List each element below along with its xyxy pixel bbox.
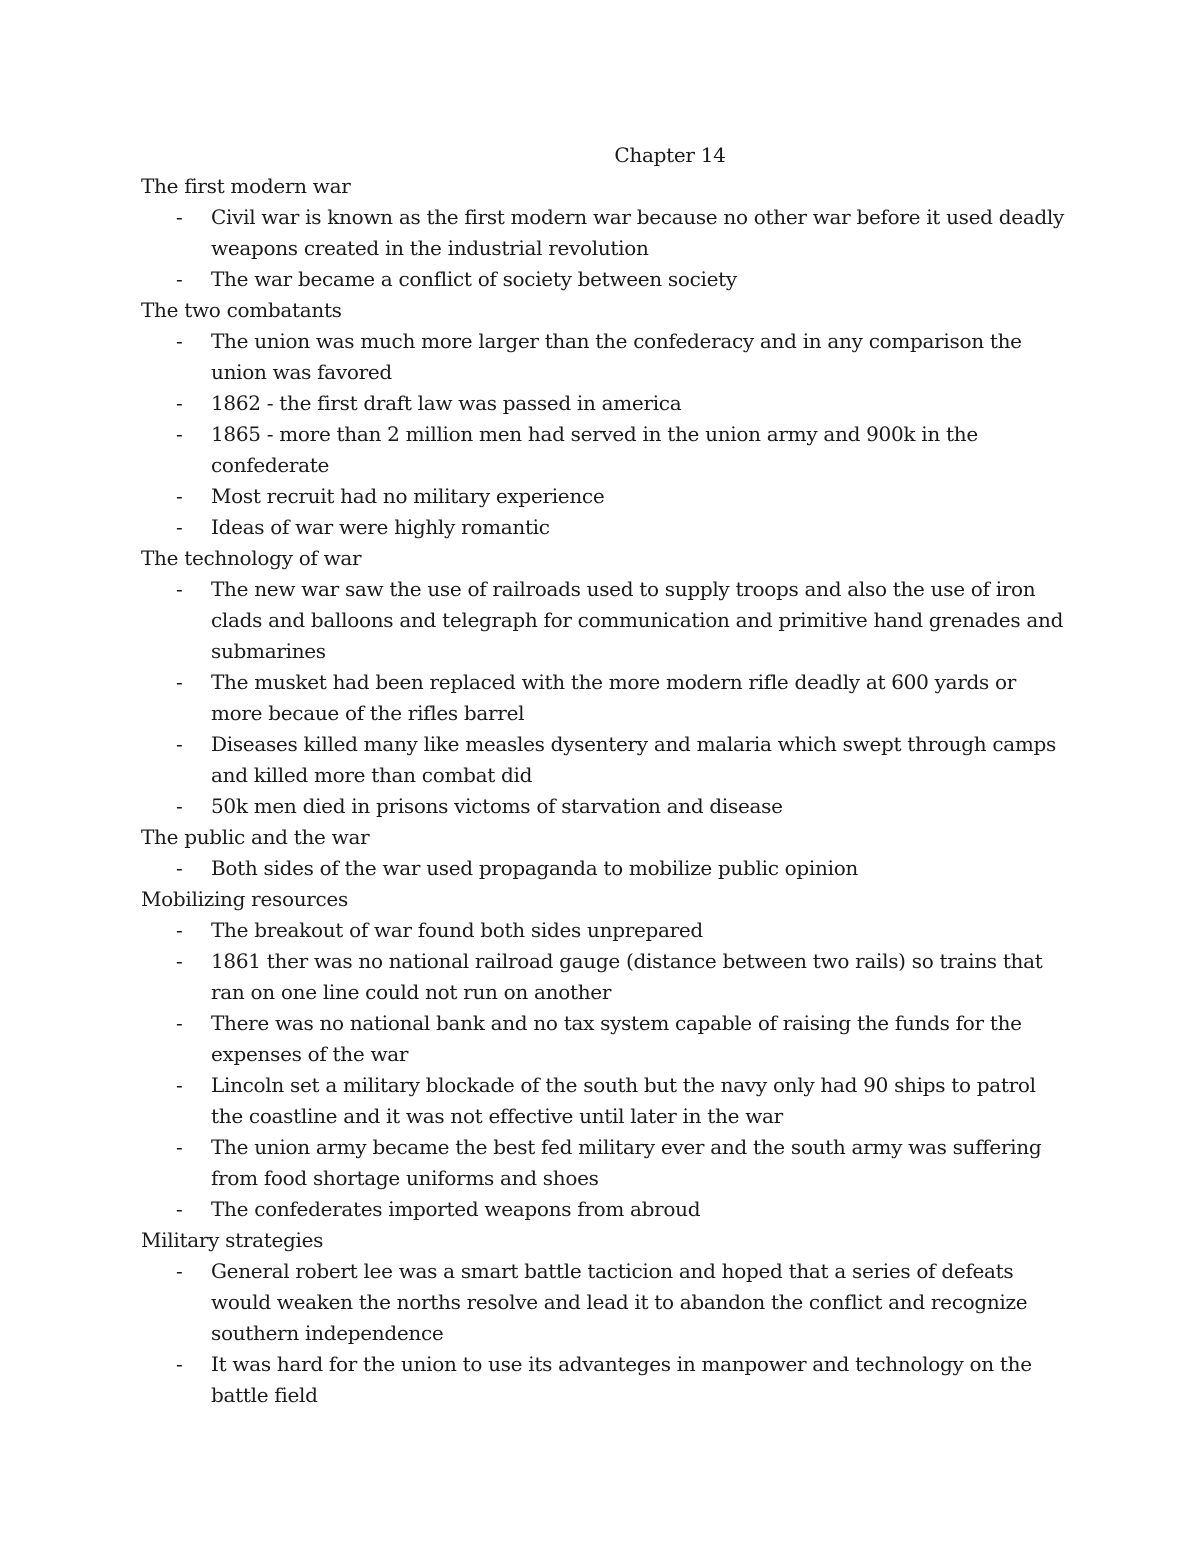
section-heading: The two combatants <box>141 298 342 322</box>
bullet-text: 50k men died in prisons victoms of starvation and disease <box>211 794 783 818</box>
bullet-text: 1865 - more than 2 million men had served in the union army and 900k in the confederate <box>211 422 978 477</box>
bullet-dash: - <box>176 1073 183 1097</box>
bullet-dash: - <box>176 205 183 229</box>
section <box>141 543 1071 822</box>
bullet-dash: - <box>176 1259 183 1283</box>
bullet-text: Ideas of war were highly romantic <box>211 515 550 539</box>
document-body <box>141 171 1071 1411</box>
bullet-item <box>141 1194 1071 1225</box>
bullet-item <box>141 574 1071 667</box>
bullet-item <box>141 326 1071 388</box>
section <box>141 1225 1071 1411</box>
bullet-dash: - <box>176 391 183 415</box>
bullet-item <box>141 419 1071 481</box>
bullet-item <box>141 915 1071 946</box>
bullet-item <box>141 1349 1071 1411</box>
section-heading: The first modern war <box>141 174 351 198</box>
bullet-text: 1861 ther was no national railroad gauge (distance between two rails) so trains that ran on one line could not run on another <box>211 949 1043 1004</box>
bullet-text: The confederates imported weapons from abroud <box>211 1197 701 1221</box>
bullet-text: The new war saw the use of railroads used to supply troops and also the use of iron clads and balloons and telegraph for communication and primitive hand grenades and submarines <box>211 577 1064 663</box>
bullet-dash: - <box>176 794 183 818</box>
bullet-text: The union was much more larger than the confederacy and in any comparison the union was favored <box>211 329 1022 384</box>
bullet-text: The war became a conflict of society between society <box>211 267 737 291</box>
bullet-list <box>141 1256 1071 1411</box>
bullet-text: Civil war is known as the first modern war because no other war before it used deadly weapons created in the industrial revolution <box>211 205 1064 260</box>
bullet-dash: - <box>176 1011 183 1035</box>
section-heading: The public and the war <box>141 825 370 849</box>
bullet-text: It was hard for the union to use its advanteges in manpower and technology on the battle field <box>211 1352 1032 1407</box>
bullet-dash: - <box>176 577 183 601</box>
bullet-text: General robert lee was a smart battle tacticion and hoped that a series of defeats would weaken the norths resolve and lead it to abandon the conflict and recognize southern independence <box>211 1259 1028 1345</box>
bullet-item <box>141 729 1071 791</box>
bullet-dash: - <box>176 918 183 942</box>
section-heading: The technology of war <box>141 546 362 570</box>
bullet-text: Both sides of the war used propaganda to mobilize public opinion <box>211 856 859 880</box>
bullet-dash: - <box>176 515 183 539</box>
bullet-text: Most recruit had no military experience <box>211 484 605 508</box>
bullet-item <box>141 1132 1071 1194</box>
bullet-text: 1862 - the first draft law was passed in america <box>211 391 682 415</box>
bullet-item <box>141 388 1071 419</box>
section <box>141 171 1071 295</box>
section-heading: Mobilizing resources <box>141 887 348 911</box>
bullet-dash: - <box>176 856 183 880</box>
document-title: Chapter 14 <box>614 143 726 167</box>
bullet-dash: - <box>176 949 183 973</box>
bullet-text: Lincoln set a military blockade of the south but the navy only had 90 ships to patrol the coastline and it was not effective until later in the war <box>211 1073 1036 1128</box>
bullet-list <box>141 915 1071 1225</box>
bullet-item <box>141 667 1071 729</box>
bullet-item <box>141 481 1071 512</box>
bullet-item <box>141 1070 1071 1132</box>
bullet-dash: - <box>176 732 183 756</box>
bullet-list <box>141 202 1071 295</box>
bullet-dash: - <box>176 1135 183 1159</box>
bullet-dash: - <box>176 1352 183 1376</box>
bullet-list <box>141 853 1071 884</box>
bullet-item <box>141 791 1071 822</box>
bullet-item <box>141 264 1071 295</box>
bullet-text: There was no national bank and no tax system capable of raising the funds for the expenses of the war <box>211 1011 1022 1066</box>
bullet-text: The union army became the best fed military ever and the south army was suffering from food shortage uniforms and shoes <box>211 1135 1042 1190</box>
bullet-text: Diseases killed many like measles dysentery and malaria which swept through camps and killed more than combat did <box>211 732 1056 787</box>
bullet-dash: - <box>176 329 183 353</box>
section-heading: Military strategies <box>141 1228 324 1252</box>
section <box>141 822 1071 884</box>
bullet-item <box>141 1256 1071 1349</box>
bullet-text: The breakout of war found both sides unprepared <box>211 918 703 942</box>
bullet-item <box>141 853 1071 884</box>
bullet-item <box>141 202 1071 264</box>
bullet-item <box>141 1008 1071 1070</box>
bullet-dash: - <box>176 670 183 694</box>
section <box>141 295 1071 543</box>
bullet-list <box>141 326 1071 543</box>
bullet-text: The musket had been replaced with the more modern rifle deadly at 600 yards or more becaue of the rifles barrel <box>211 670 1016 725</box>
bullet-item <box>141 512 1071 543</box>
bullet-list <box>141 574 1071 822</box>
section <box>141 884 1071 1225</box>
bullet-dash: - <box>176 267 183 291</box>
bullet-dash: - <box>176 484 183 508</box>
bullet-dash: - <box>176 1197 183 1221</box>
bullet-item <box>141 946 1071 1008</box>
bullet-dash: - <box>176 422 183 446</box>
